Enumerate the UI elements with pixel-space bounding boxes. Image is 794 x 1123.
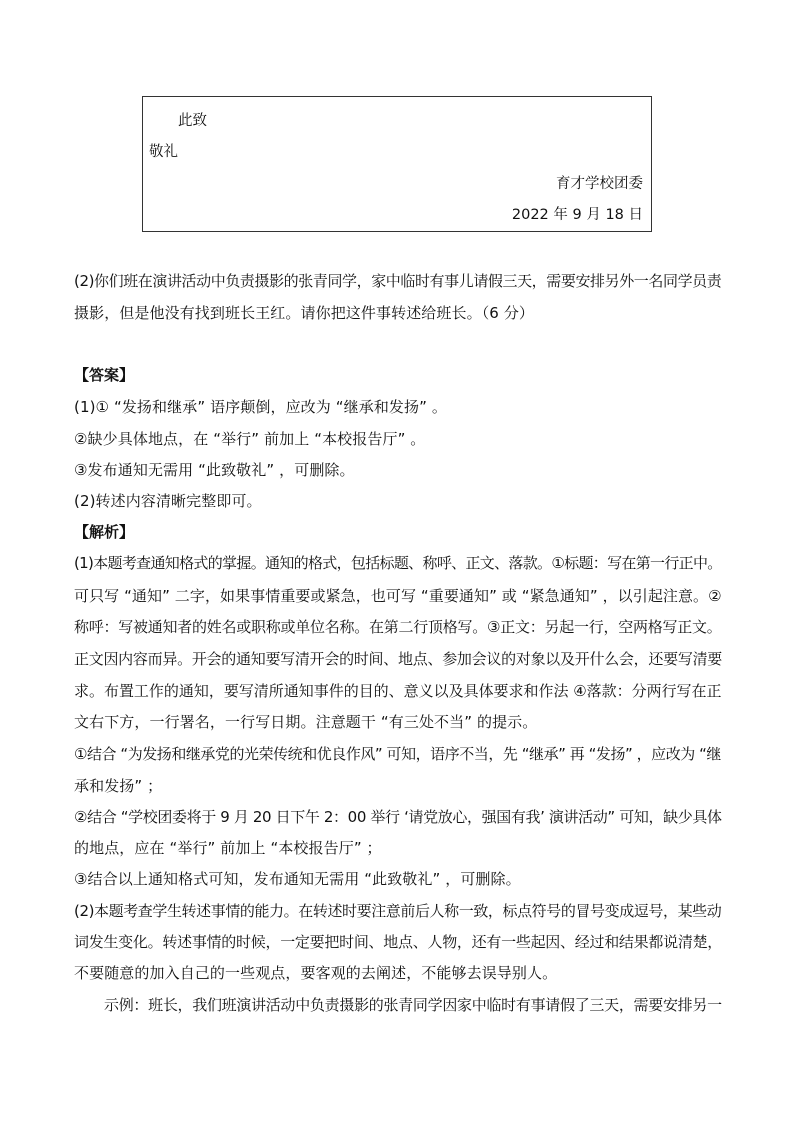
analysis-line: 正文因内容而异。开会的通知要写清开会的时间、地点、参加会议的对象以及开什么会，还要写清要 xyxy=(74,650,723,668)
signature: 育才学校团委 xyxy=(556,176,643,192)
analysis-line: 的地点，应在 “举行” 前加上 “本校报告厅” ； xyxy=(74,839,382,857)
analysis-line: 求。布置工作的通知，要写清所通知事件的目的、意义以及具体要求和作法 ④落款：分两行写在正 xyxy=(74,682,722,700)
analysis-line: (1)本题考查通知格式的掌握。通知的格式，包括标题、称呼、正文、落款。①标题：写在第一行正中。 xyxy=(74,554,722,572)
analysis-line: ①结合 “为发扬和继承党的光荣传统和优良作风” 可知，语序不当，先 “继承” 再 “发扬” ，应改为 “继 xyxy=(74,745,721,763)
answer-line: (1)① “发扬和继承” 语序颠倒，应改为 “继承和发扬” 。 xyxy=(74,398,447,416)
analysis-line: ③结合以上通知格式可知，发布通知无需用 “此致敬礼” ，可删除。 xyxy=(74,870,521,888)
closing-line-2: 敬礼 xyxy=(149,144,178,160)
analysis-line: 称呼：写被通知者的姓名或职称或单位名称。在第二行顶格写。③正文：另起一行，空两格写正文。 xyxy=(74,618,722,636)
closing-line-1: 此致 xyxy=(178,113,207,129)
letter-ending-box xyxy=(142,96,652,232)
analysis-line: 可只写 “通知” 二字，如果事情重要或紧急，也可写 “重要通知” 或 “紧急通知” ，以引起注意。② xyxy=(74,587,722,605)
answer-line: (2)转述内容清晰完整即可。 xyxy=(74,492,262,510)
answer-line: ③发布通知无需用 “此致敬礼” ，可删除。 xyxy=(74,461,355,479)
analysis-line: 文右下方，一行署名，一行写日期。注意题干 “有三处不当” 的提示。 xyxy=(74,713,538,731)
answer-line: ②缺少具体地点，在 “举行” 前加上 “本校报告厅” 。 xyxy=(74,430,426,448)
date: 2022 年 9 月 18 日 xyxy=(511,207,643,223)
analysis-line: 承和发扬” ； xyxy=(74,777,163,795)
analysis-heading: 【解析】 xyxy=(74,523,135,541)
analysis-line: (2)本题考查学生转述事情的能力。在转述时要注意前后人称一致，标点符号的冒号变成逗号，某些动 xyxy=(74,902,722,920)
analysis-line: 词发生变化。转述事情的时候，一定要把时间、地点、人物，还有一些起因、经过和结果都说清楚， xyxy=(74,933,723,951)
question-2-line-1: (2)你们班在演讲活动中负责摄影的张青同学，家中临时有事儿请假三天，需要安排另外一名同学员责 xyxy=(74,272,722,290)
analysis-line: ②结合 “学校团委将于 9 月 20 日下午 2：00 举行 ‘请党放心，强国有我’ 演讲活动” 可知，缺少具体 xyxy=(74,808,722,826)
question-2-line-2: 摄影，但是他没有找到班长王红。请你把这件事转述给班长。（6 分） xyxy=(74,304,535,322)
answer-heading: 【答案】 xyxy=(74,366,135,384)
analysis-line: 示例：班长，我们班演讲活动中负责摄影的张青同学因家中临时有事请假了三天，需要安排另一 xyxy=(104,996,722,1014)
analysis-line: 不要随意的加入自己的一些观点，要客观的去阐述，不能够去误导别人。 xyxy=(74,964,558,982)
